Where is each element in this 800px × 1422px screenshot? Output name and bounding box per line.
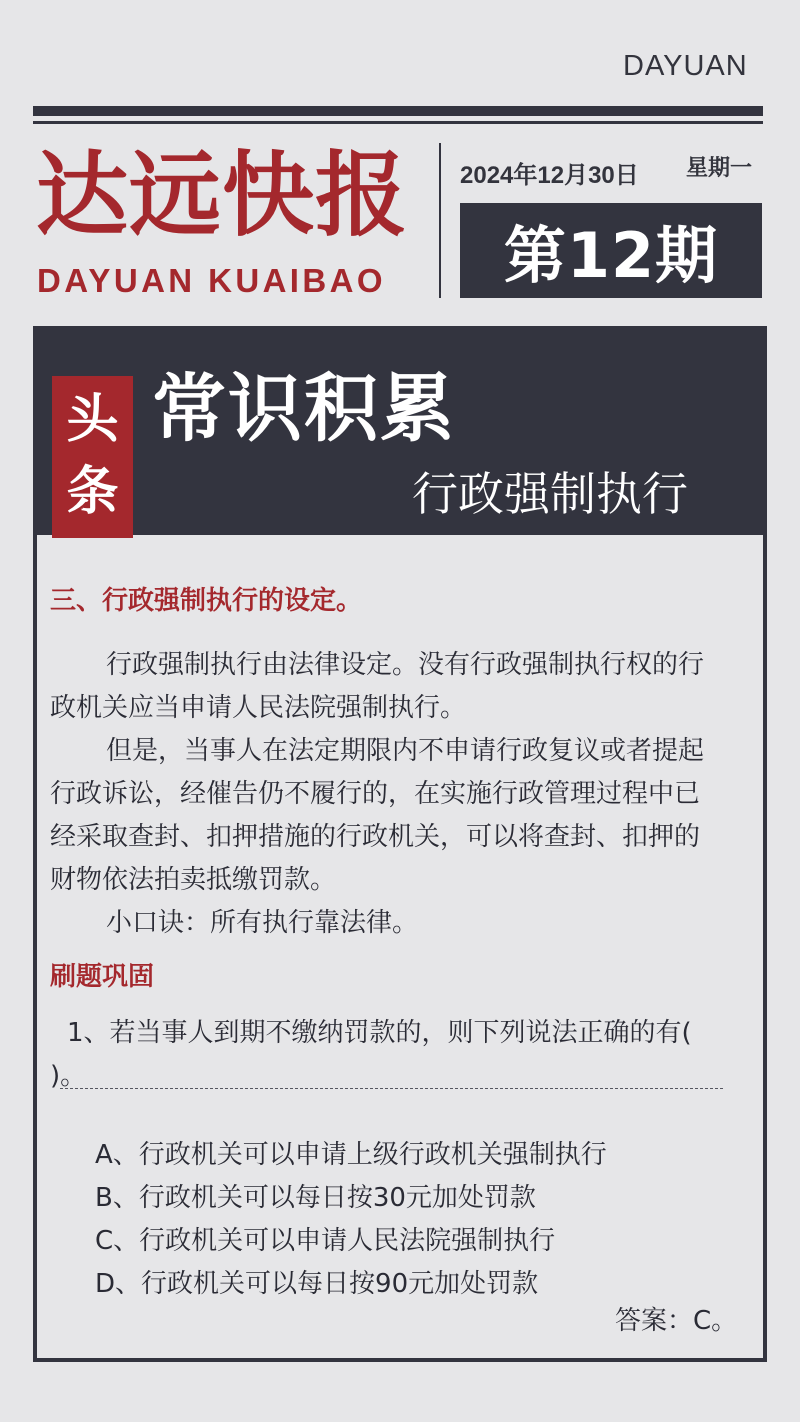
option-c: C、行政机关可以申请人民法院强制执行 (95, 1226, 556, 1256)
answer-blank-line (60, 1088, 723, 1089)
article-body (50, 644, 750, 945)
options-list (95, 1134, 607, 1306)
question-line: )。 (50, 1061, 87, 1091)
article-line: 行政诉讼，经催告仍不履行的，在实施行政管理过程中已 (50, 779, 701, 809)
headline-subtitle: 行政强制执行 (412, 467, 688, 521)
section-heading: 三、行政强制执行的设定。 (50, 586, 363, 616)
headline-tag-line2: 条 (66, 462, 119, 522)
header-rule-thick (33, 106, 763, 116)
issue-date: 2024年12月30日 (460, 162, 639, 189)
brand-label: DAYUAN (623, 50, 748, 82)
practice-heading: 刷题巩固 (50, 962, 155, 992)
issue-weekday: 星期一 (686, 156, 753, 181)
article-line: 政机关应当申请人民法院强制执行。 (50, 693, 467, 723)
option-b: B、行政机关可以每日按30元加处罚款 (95, 1183, 536, 1213)
question-line: 1、若当事人到期不缴纳罚款的，则下列说法正确的有( (67, 1018, 692, 1048)
headline-title: 常识积累 (152, 366, 456, 452)
article-line: 财物依法拍卖抵缴罚款。 (50, 865, 337, 895)
option-d: D、行政机关可以每日按90元加处罚款 (95, 1269, 539, 1299)
issue-number: 第12期 (460, 203, 762, 298)
article-line: 经采取查封、扣押措施的行政机关，可以将查封、扣押的 (50, 822, 701, 852)
question (50, 1012, 755, 1098)
masthead-subtitle: DAYUAN KUAIBAO (37, 262, 386, 299)
headline-tag (52, 376, 133, 538)
mnemonic-line: 小口诀：所有执行靠法律。 (106, 908, 419, 938)
answer: 答案：C。 (615, 1306, 738, 1336)
headline-tag-line1: 头 (66, 390, 119, 450)
masthead-divider (439, 143, 441, 298)
option-a: A、行政机关可以申请上级行政机关强制执行 (95, 1140, 607, 1170)
header-rule-thin (33, 121, 763, 124)
article-line: 行政强制执行由法律设定。没有行政强制执行权的行 (106, 650, 705, 680)
article-line: 但是，当事人在法定期限内不申请行政复议或者提起 (106, 736, 705, 766)
masthead-title: 达远快报 (36, 142, 409, 249)
